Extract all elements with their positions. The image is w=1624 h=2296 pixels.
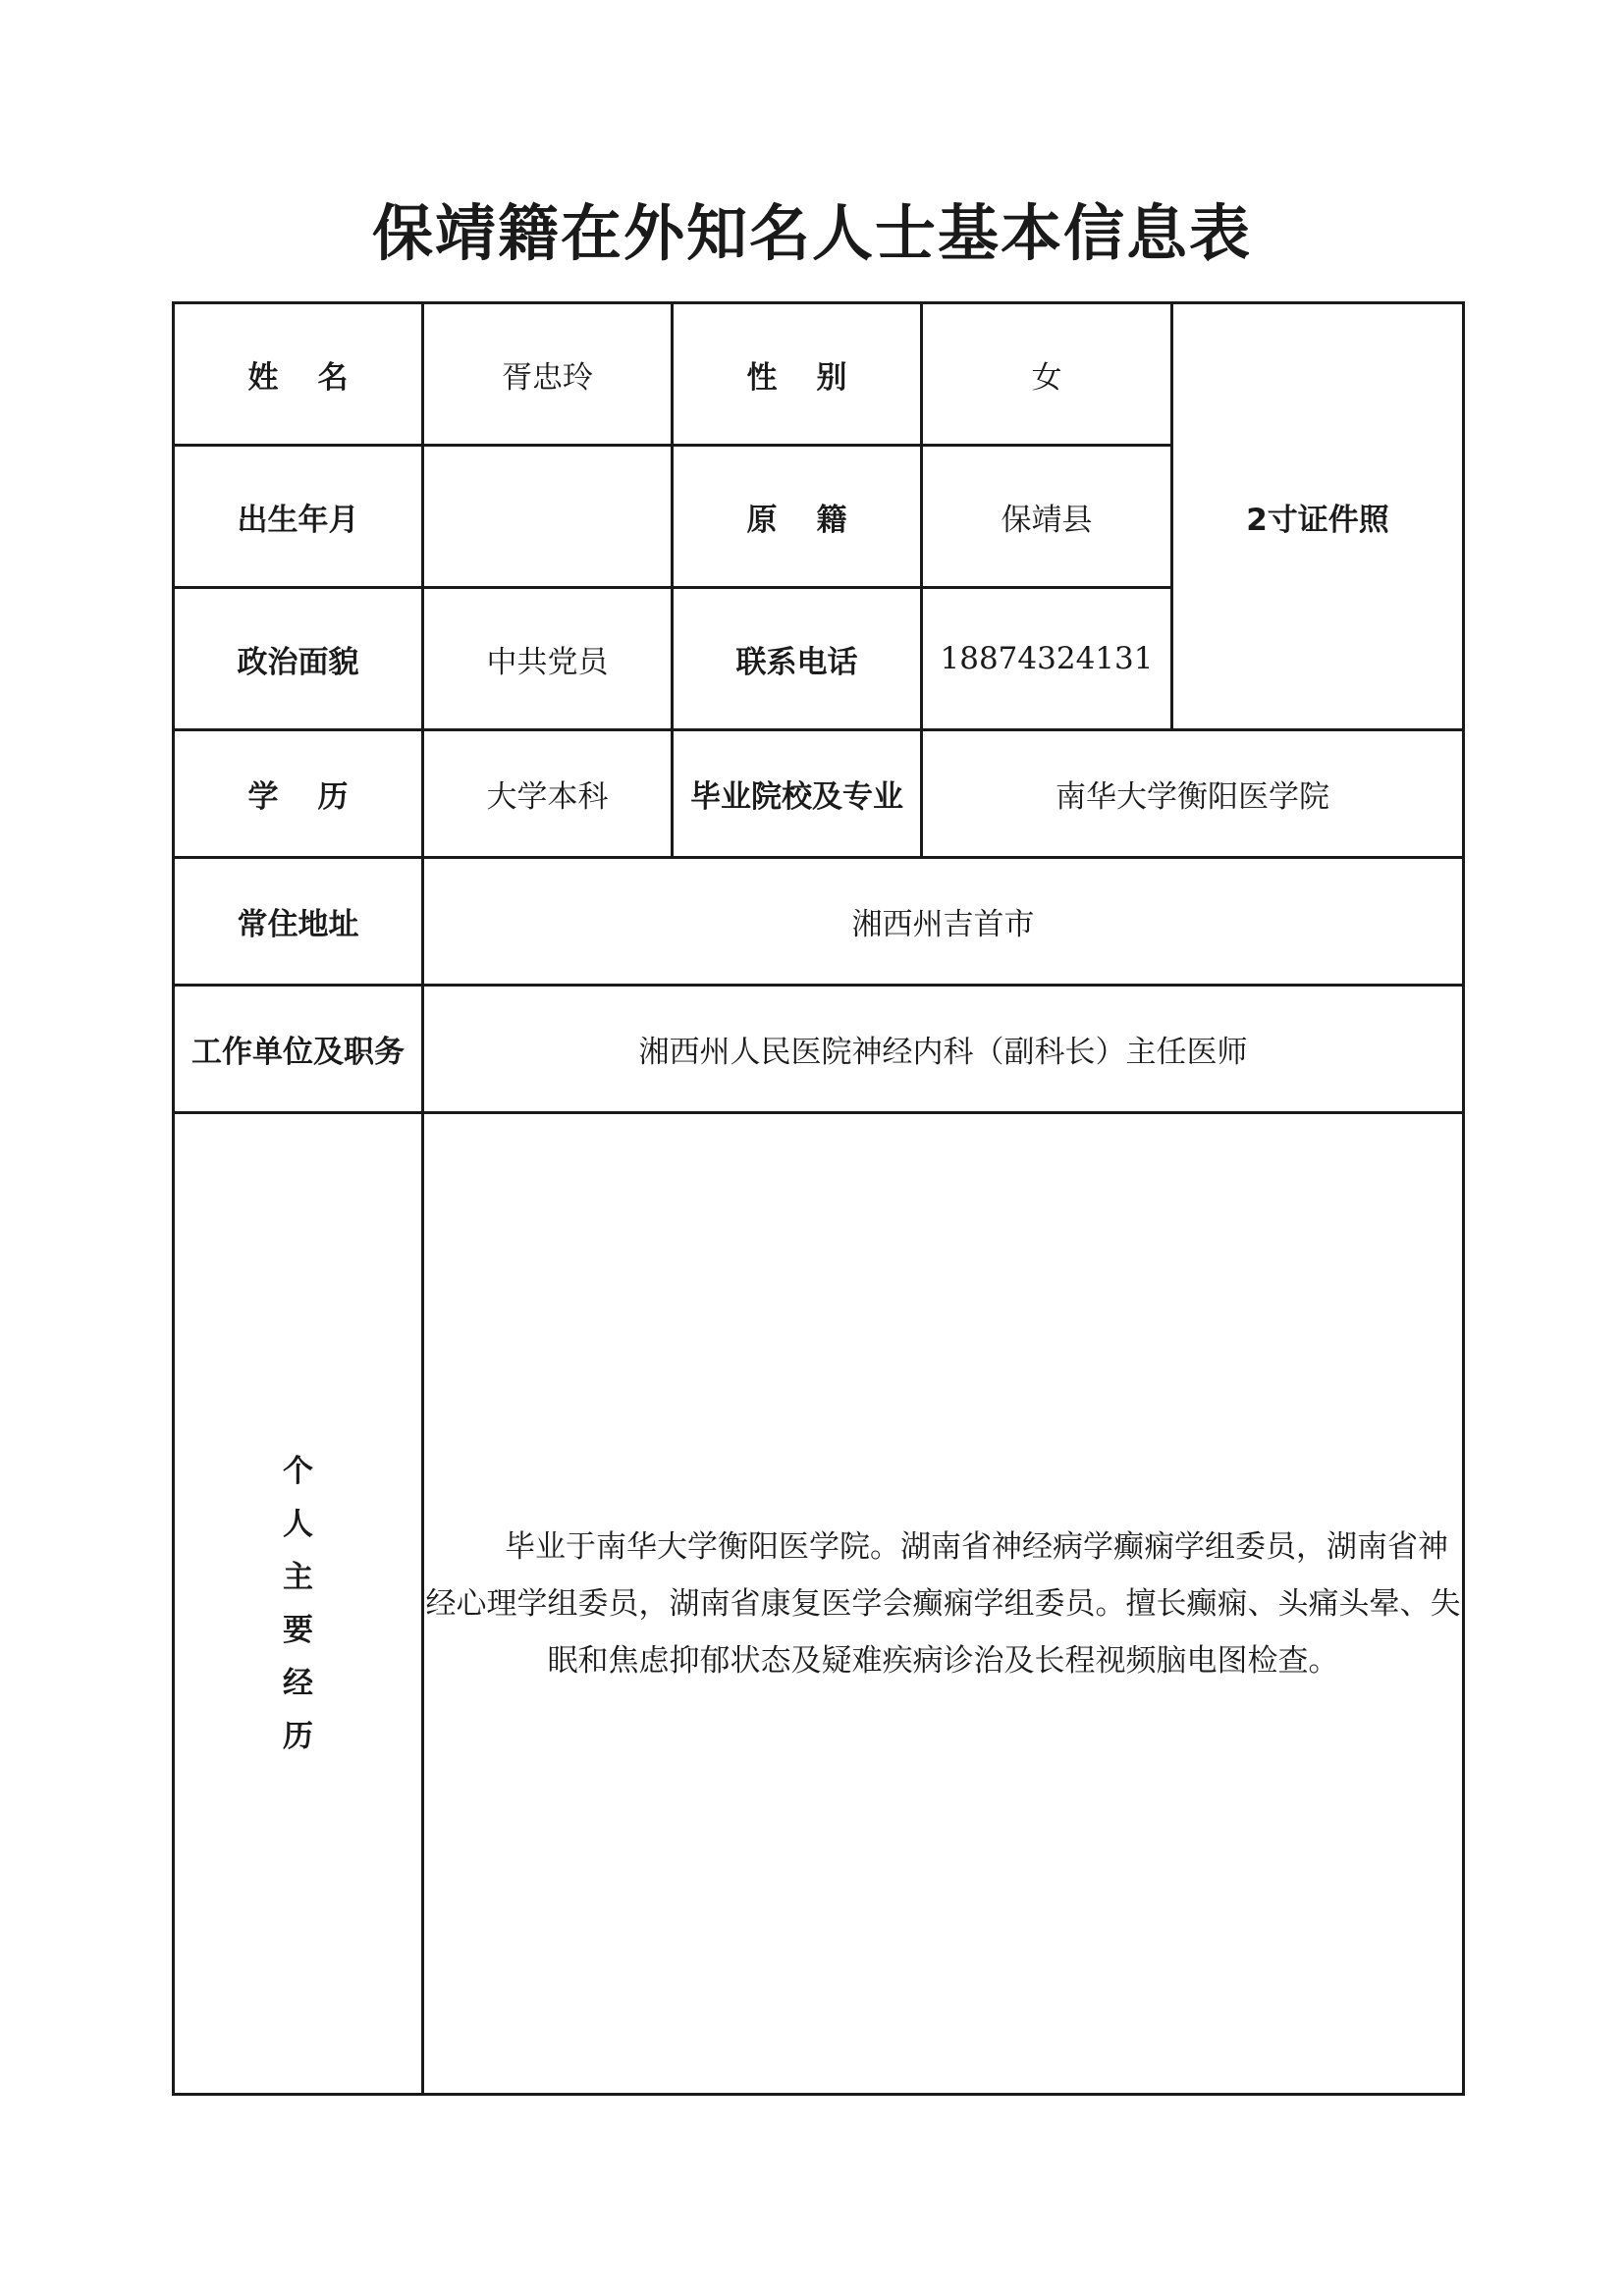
value-birth [423,446,673,588]
label-birth: 出生年月 [174,446,423,588]
value-education: 大学本科 [423,730,673,858]
label-experience-char: 主 [283,1559,313,1595]
label-name: 姓名 [247,359,388,396]
value-name: 胥忠玲 [423,303,673,446]
info-table [172,301,1465,2096]
label-native: 原籍 [746,502,887,538]
label-experience-char: 个 [283,1453,313,1489]
value-work: 湘西州人民医院神经内科（副科长）主任医师 [423,986,1464,1113]
photo-placeholder: 2寸证件照 [1246,502,1389,538]
value-native: 保靖县 [922,446,1172,588]
label-experience-char: 历 [283,1718,313,1754]
row-name-gender [174,303,1464,446]
photo-box [1172,303,1464,730]
value-gender: 女 [922,303,1172,446]
value-experience: 毕业于南华大学衡阳医学院。湖南省神经病学癫痫学组委员，湖南省神经心理学组委员，湖南省康复医学会癫痫学组委员。擅长癫痫、头痛头晕、失眠和焦虑抑郁状态及疑难疾病诊治及长程视频脑电图检查。 [423,1113,1464,2095]
value-address: 湘西州吉首市 [423,858,1464,986]
label-school: 毕业院校及专业 [673,730,922,858]
row-work [174,986,1464,1113]
label-experience-char: 经 [283,1665,313,1701]
form-title: 保靖籍在外知名人士基本信息表 [371,197,1252,269]
label-experience-char: 人 [283,1506,313,1542]
value-phone: 18874324131 [922,588,1172,730]
label-education: 学历 [247,779,388,815]
row-education-school [174,730,1464,858]
label-experience-vertical [279,1445,318,1763]
label-experience-char: 要 [283,1612,313,1648]
label-work: 工作单位及职务 [174,986,423,1113]
label-address: 常住地址 [174,858,423,986]
label-gender: 性别 [746,359,887,396]
row-experience [174,1113,1464,2095]
row-address [174,858,1464,986]
value-political: 中共党员 [423,588,673,730]
label-political: 政治面貌 [174,588,423,730]
label-experience [174,1113,423,2095]
label-phone: 联系电话 [673,588,922,730]
value-school: 南华大学衡阳医学院 [922,730,1464,858]
